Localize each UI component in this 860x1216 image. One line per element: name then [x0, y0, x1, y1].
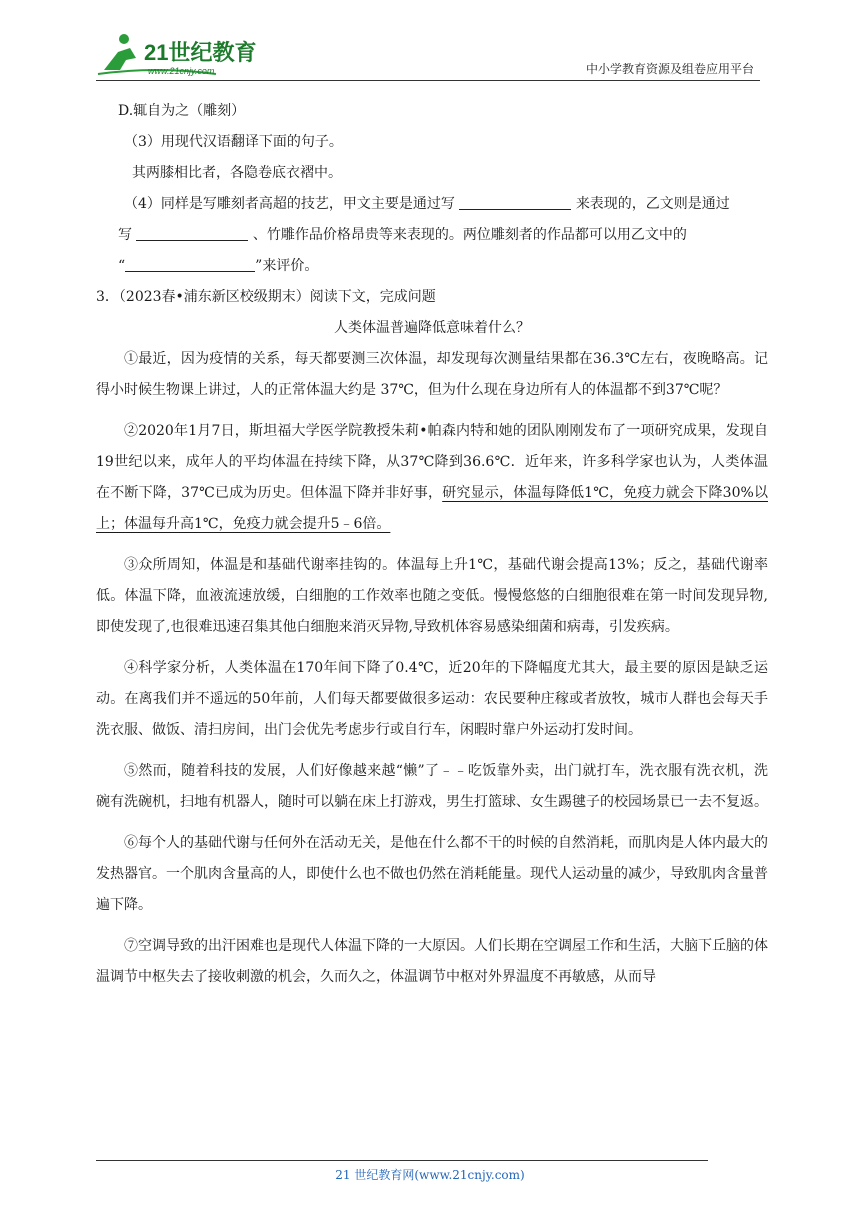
paragraph-2-text: ②2020年1月7日，斯坦福大学医学院教授朱莉•帕森内特和她的团队刚刚发布了一项研究成果，发现自19世纪以来，成年人的平均体温在持续下降，从37℃降到36.6℃．近年来，许多科学家也认为，人类体温在不断下降，37℃已成为历史。但体温下降并非好事，: [96, 423, 768, 501]
answer-blank-1[interactable]: [459, 195, 571, 210]
q4-text-2: 来表现的，乙文则是通过: [575, 196, 730, 212]
paragraph-6: ⑥每个人的基础代谢与任何外在活动无关，是他在什么都不干的时候的自然消耗，而肌肉是人体内最大的发热器官。一个肌肉含量高的人，即使什么也不做也仍然在消耗能量。现代人运动量的减少，导致肌肉含量普遍下降。: [96, 835, 768, 913]
page-header: [96, 30, 760, 80]
logo-21cnjy: [96, 30, 266, 78]
platform-label: 中小学教育资源及组卷应用平台: [585, 62, 754, 76]
answer-blank-2[interactable]: [136, 226, 248, 241]
question-3-header: 3．（2023春•浦东新区校级期末）阅读下文，完成问题: [96, 289, 436, 305]
q3-sentence: 其两膝相比者，各隐卷底衣褶中。: [132, 165, 342, 181]
footer-link[interactable]: 21 世纪教育网(www.21cnjy.com): [335, 1168, 525, 1182]
q4-line2: [96, 220, 768, 251]
article-title: 人类体温普遍降低意味着什么？: [334, 320, 530, 336]
option-d: D.辄自为之（雕刻）: [118, 103, 246, 119]
q4-line1: [96, 189, 768, 220]
paragraph-2-underlined: 研究显示，体温每降低1℃，免疫力就会下降30%以上；体温每升高1℃，免疫力就会提升5﹣6倍。: [96, 485, 768, 532]
paragraph-4: ④科学家分析，人类体温在170年间下降了0.4℃，近20年的下降幅度尤其大，最主要的原因是缺乏运动。在离我们并不遥远的50年前，人们每天都要做很多运动：农民要种庄稼或者放牧，城市人群也会每天手洗衣服、做饭、清扫房间，出门会优先考虑步行或自行车，闲暇时靠户外运动打发时间。: [96, 660, 768, 738]
q4-text-4: 、竹雕作品价格昂贵等来表现的。两位雕刻者的作品都可以用乙文中的: [252, 227, 687, 243]
logo-text: 21世纪教育: [144, 40, 257, 65]
paragraph-1: ①最近，因为疫情的关系，每天都要测三次体温，却发现每次测量结果都在36.3℃左右，夜晚略高。记得小时候生物课上讲过，人的正常体温大约是 37℃，但为什么现在身边所有人的体温都不到37℃呢？: [96, 351, 768, 398]
logo-url: www.21cnjy.com: [148, 66, 215, 76]
q3-prompt: （3）用现代汉语翻译下面的句子。: [124, 134, 343, 150]
q4-text-6: ”来评价。: [255, 258, 319, 274]
paragraph-5: ⑤然而，随着科技的发展，人们好像越来越“懒”了﹣﹣吃饭靠外卖，出门就打车，洗衣服有洗衣机，洗碗有洗碗机，扫地有机器人，随时可以躺在床上打游戏，男生打篮球、女生踢毽子的校园场景已一去不复返。: [96, 763, 768, 810]
paragraph-2: [96, 416, 768, 540]
footer-divider: [96, 1160, 708, 1161]
document-body: [96, 96, 768, 1003]
q4-text-5: “: [118, 258, 126, 274]
header-divider: [96, 80, 760, 81]
q4-text-1: （4）同样是写雕刻者高超的技艺，甲文主要是通过写: [124, 196, 455, 212]
q4-text-3: 写: [118, 227, 132, 243]
answer-blank-3[interactable]: [125, 257, 255, 272]
q4-line3: [96, 251, 768, 282]
paragraph-3: ③众所周知，体温是和基础代谢率挂钩的。体温每上升1℃，基础代谢会提高13%；反之，基础代谢率低。体温下降，血液流速放缓，白细胞的工作效率也随之变低。慢慢悠悠的白细胞很难在第一时间发现异物,即使发现了,也很难迅速召集其他白细胞来消灭异物,导致机体容易感染细菌和病毒，引发疾病。: [96, 557, 768, 635]
paragraph-7: ⑦空调导致的出汗困难也是现代人体温下降的一大原因。人们长期在空调屋工作和生活，大脑下丘脑的体温调节中枢失去了接收刺激的机会，久而久之，体温调节中枢对外界温度不再敏感，从而导: [96, 938, 768, 985]
